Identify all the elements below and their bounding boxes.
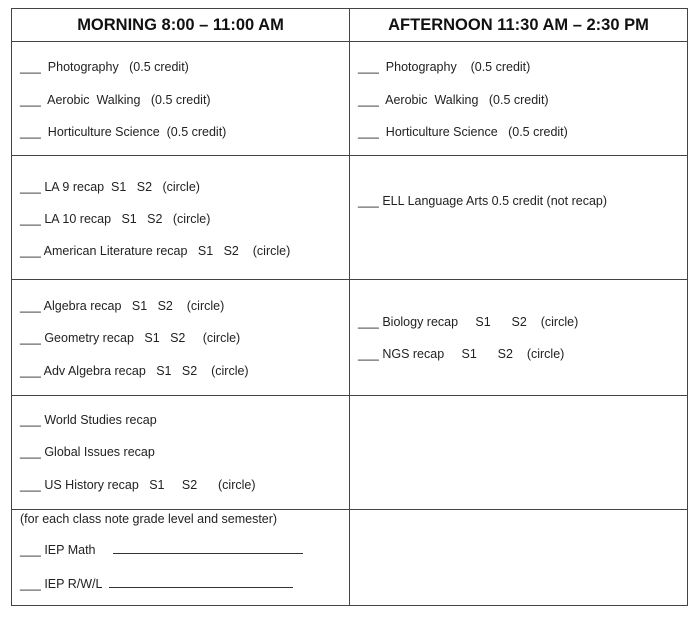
iep-math-label: ___ IEP Math xyxy=(20,543,96,557)
morning-aerobic-walking-option[interactable]: ___ Aerobic Walking (0.5 credit) xyxy=(20,93,211,107)
header-row xyxy=(12,9,688,42)
iep-math-blank[interactable] xyxy=(113,552,303,554)
afternoon-photography-option[interactable]: ___ Photography (0.5 credit) xyxy=(358,60,531,74)
morning-math-cell xyxy=(12,280,350,396)
morning-header: MORNING 8:00 – 11:00 AM xyxy=(12,9,350,42)
social-studies-row xyxy=(12,396,688,510)
us-history-recap-option[interactable]: ___ US History recap S1 S2 (circle) xyxy=(20,478,256,492)
electives-row xyxy=(12,42,688,156)
schedule-form xyxy=(11,8,687,606)
afternoon-empty-cell-2 xyxy=(350,510,688,606)
afternoon-aerobic-walking-option[interactable]: ___ Aerobic Walking (0.5 credit) xyxy=(358,93,549,107)
iep-rwl-label: ___ IEP R/W/L xyxy=(20,577,102,591)
geometry-recap-option[interactable]: ___ Geometry recap S1 S2 (circle) xyxy=(20,331,241,345)
iep-rwl-option[interactable] xyxy=(20,577,293,591)
global-issues-recap-option[interactable]: ___ Global Issues recap xyxy=(20,445,155,459)
la10-recap-option[interactable]: ___ LA 10 recap S1 S2 (circle) xyxy=(20,212,211,226)
ell-language-arts-option[interactable]: ___ ELL Language Arts 0.5 credit (not recap) xyxy=(358,194,608,208)
afternoon-horticulture-option[interactable]: ___ Horticulture Science (0.5 credit) xyxy=(358,125,568,139)
morning-iep-cell xyxy=(12,510,350,606)
morning-horticulture-option[interactable]: ___ Horticulture Science (0.5 credit) xyxy=(20,125,227,139)
morning-photography-option[interactable]: ___ Photography (0.5 credit) xyxy=(20,60,189,74)
language-arts-row xyxy=(12,156,688,280)
la9-recap-option[interactable]: ___ LA 9 recap S1 S2 (circle) xyxy=(20,180,200,194)
world-studies-recap-option[interactable]: ___ World Studies recap xyxy=(20,413,157,427)
ngs-recap-option[interactable]: ___ NGS recap S1 S2 (circle) xyxy=(358,347,565,361)
grade-semester-note: (for each class note grade level and semester) xyxy=(20,512,278,526)
biology-recap-option[interactable]: ___ Biology recap S1 S2 (circle) xyxy=(358,315,579,329)
afternoon-science-cell xyxy=(350,280,688,396)
afternoon-empty-cell-1 xyxy=(350,396,688,510)
american-literature-recap-option[interactable]: ___ American Literature recap S1 S2 (circle) xyxy=(20,244,291,258)
morning-language-arts-cell xyxy=(12,156,350,280)
adv-algebra-recap-option[interactable]: ___ Adv Algebra recap S1 S2 (circle) xyxy=(20,364,249,378)
morning-electives-cell xyxy=(12,42,350,156)
iep-row xyxy=(12,510,688,606)
afternoon-header: AFTERNOON 11:30 AM – 2:30 PM xyxy=(350,9,688,42)
math-science-row xyxy=(12,280,688,396)
schedule-table xyxy=(11,8,688,606)
algebra-recap-option[interactable]: ___ Algebra recap S1 S2 (circle) xyxy=(20,299,225,313)
afternoon-electives-cell xyxy=(350,42,688,156)
iep-rwl-blank[interactable] xyxy=(109,586,293,588)
afternoon-language-arts-cell xyxy=(350,156,688,280)
morning-social-studies-cell xyxy=(12,396,350,510)
iep-math-option[interactable] xyxy=(20,543,303,557)
